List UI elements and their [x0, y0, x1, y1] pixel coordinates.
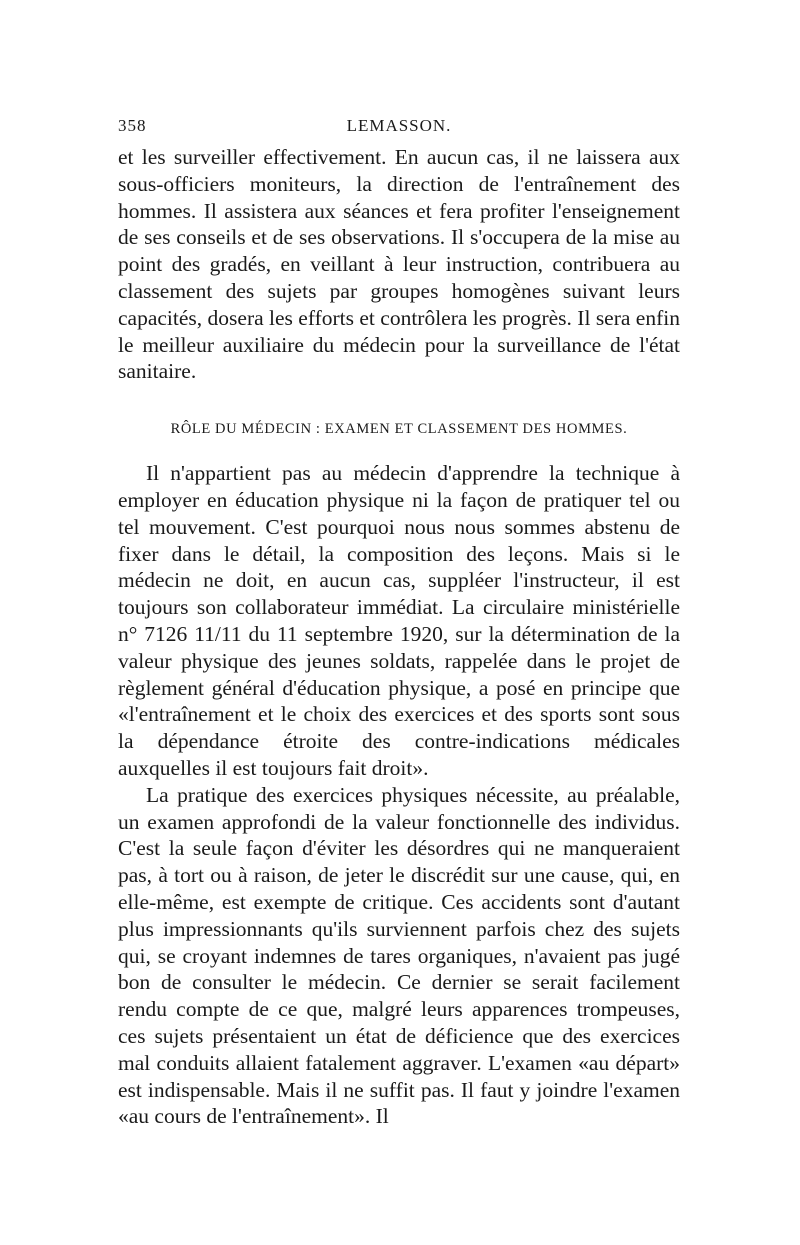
page-header — [118, 110, 680, 144]
book-page — [118, 110, 680, 1130]
body-paragraph: Il n'appartient pas au médecin d'apprendre la technique à employer en éducation physique ni la façon de pratiquer tel ou tel mouvement. C'est pourquoi nous nous sommes abstenu de fixer dans le détail, la composition des leçons. Mais si le médecin ne doit, en aucun cas, suppléer l'instructeur, il est toujours son collaborateur immédiat. La circulaire ministérielle n° 7126 11/11 du 11 septembre 1920, sur la détermination de la valeur physique des jeunes soldats, rappelée dans le projet de règlement général d'éducation physique, a posé en principe que «l'entraînement et le choix des exercices et des sports sont sous la dépendance étroite des contre-indications médicales auxquelles il est toujours fait droit». — [118, 461, 680, 780]
body-paragraph: La pratique des exercices physiques nécessite, au préalable, un examen approfondi de la valeur fonctionnelle des individus. C'est la seule façon d'éviter les désordres qui ne manqueraient pas, à tort ou à raison, de jeter le discrédit sur une cause, qui, en elle-même, est exempte de critique. Ces accidents sont d'autant plus impressionnants qu'ils surviennent parfois chez des sujets qui, se croyant indemnes de tares organiques, n'avaient pas jugé bon de consulter le médecin. Ce dernier se serait facilement rendu compte de ce que, malgré leurs apparences trompeuses, ces sujets présentaient un état de déficience que des exercices mal conduits allaient fatalement aggraver. L'examen «au départ» est indispensable. Mais il ne suffit pas. Il faut y joindre l'examen «au cours de l'entraînement». Il — [118, 782, 680, 1129]
body-paragraph: et les surveiller effectivement. En aucun cas, il ne laissera aux sous-officiers moniteurs, la direction de l'entraînement des hommes. Il assistera aux séances et fera profiter l'enseignement de ses conseils et de ses observations. Il s'occupera de la mise au point des gradés, en veillant à leur instruction, contribuera au classement des sujets par groupes homogènes suivant leurs capacités, dosera les efforts et contrôlera les progrès. Il sera enfin le meilleur auxiliaire du médecin pour la surveillance de l'état sanitaire. — [118, 145, 680, 384]
page-number: 358 — [118, 116, 147, 135]
running-head: LEMASSON. — [346, 116, 452, 135]
section-heading: RÔLE DU MÉDECIN : EXAMEN ET CLASSEMENT DES HOMMES. — [170, 421, 628, 438]
